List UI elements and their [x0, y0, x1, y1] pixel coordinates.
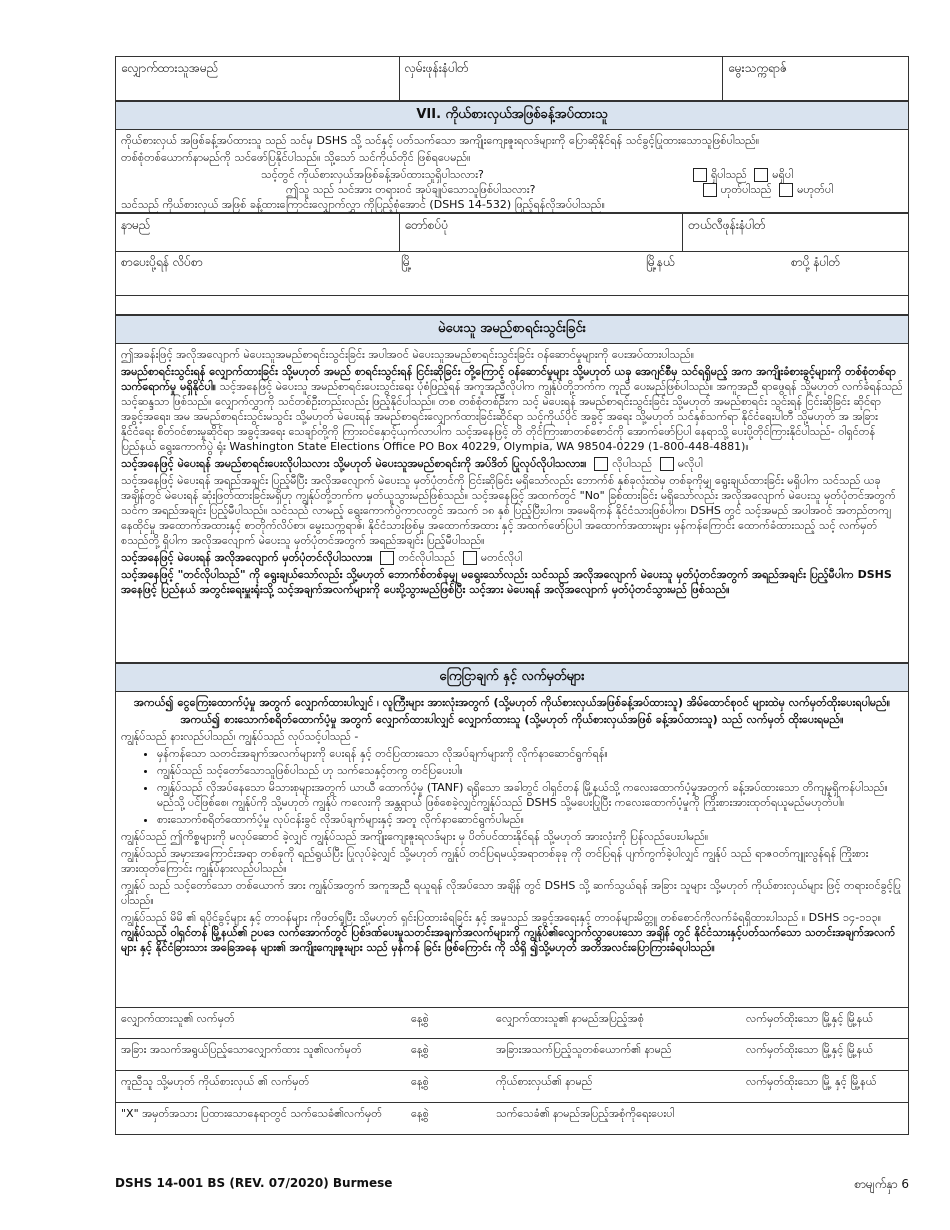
form-page — [115, 56, 909, 1135]
dob-field[interactable] — [723, 57, 909, 101]
rep-name-field[interactable] — [116, 214, 400, 252]
dob-label: မွေးသက္ကရာဇ် — [728, 61, 787, 75]
rep-address-label: စာပေးပို့ရန် လိပ်စာ — [121, 255, 203, 269]
auto-no-checkbox[interactable] — [463, 551, 477, 565]
signature-label: "X" အမှတ်အသား ပြထားသောနေရာတွင် သက်သေခံ၏လက်မှတ် — [121, 1107, 383, 1120]
rep-relation-label: တော်စပ်ပုံ — [404, 218, 449, 232]
auth-rep-form-note: သင်သည် ကိုယ်စားလှယ် အဖြစ် ခန့်ထားကြောင်းလျှောက်လွှာ ကိုပြည့်စုံအောင် (DSHS 14-532) ဖြည့်ရန်လိုအပ်ပါသည်။ — [121, 198, 605, 211]
rep-phone-label: တယ်လီဖုန်းနံပါတ် — [688, 218, 766, 232]
guardian-yes-checkbox[interactable] — [703, 183, 717, 197]
declaration-understand: ကျွန်ုပ်သည် နားလည်ပါသည်၊ ကျွန်ုပ်သည် လုပ်သင့်ပါသည် - — [121, 730, 359, 743]
declaration-heading: ကြေငြာချက် နှင့် လက်မှတ်များ — [115, 663, 909, 692]
rep-city-label: မြို့ — [401, 255, 412, 269]
rep-address-row[interactable] — [115, 252, 909, 296]
has-rep-yes-checkbox[interactable] — [693, 168, 707, 182]
voter-register-question-text: သင့်အနေဖြင့် မဲပေးရန် အမည်စာရင်းပေးလိုပါသလား သို့မဟုတ် မဲပေးသူအမည်စာရင်းကို အပ်ဒိတ် ပြုလုပ်လိုပါသလား။ — [121, 457, 587, 470]
signature-row[interactable] — [116, 1039, 908, 1071]
date-label: နေ့စွဲ — [411, 1075, 429, 1088]
rep-zip-label: စာပို့ နံပါတ် — [791, 255, 841, 269]
auto-yes-checkbox[interactable] — [380, 551, 394, 565]
date-label: နေ့စွဲ — [411, 1012, 429, 1025]
has-rep-no-label: မရှိပါ — [772, 168, 793, 181]
declaration-d4 — [121, 910, 903, 955]
guardian-yes-label: ဟုတ်ပါသည် — [720, 183, 772, 196]
printed-name-label: သက်သေခံ၏ နာမည်အပြည့်အစုံကိုရေးပေးပါ — [496, 1107, 675, 1120]
auto-no-label: မတင်လိုပါ — [480, 551, 523, 564]
auth-rep-intro — [115, 130, 909, 213]
declaration-d2: ကျွန်ုပ်သည် အမှားအကြောင်းအရာ တစ်ခုကို ရည်ရွယ်ပြီး ပြုလုပ်ခဲ့လျှင် သို့မဟုတ် ကျွန်ုပ် တင်ပြရမယ့်အရာတစ်ခုခု ကို တင်ပြရန် ပျက်ကွက်ခဲ့ပါလျှင် ကျွန်ုပ် သည် ရာဇဝတ်ကျူးလွန်ရန် ကြိုးစားအားထုတ်ကြောင်း ကျွန်ုပ်နားလည်ပါသည်။ — [121, 847, 869, 875]
printed-name-label: လျှောက်ထားသူ၏ နာမည်အပြည့်အစုံ — [496, 1012, 644, 1025]
declaration-item: • မှန်ကန်သော သတင်းအချက်အလက်များကို ပေးရန် နှင့် တင်ပြထားသော လိုအပ်ချက်များကို လိုက်နာဆောင်ရွက်ရန်။ — [157, 746, 903, 761]
auth-rep-intro-2: တစ်စုံတစ်ယောက်နာမည်ကို သင်ဖော်ပြနိုင်ပါသည်။ သို့သော် သင်ကိုယ်တိုင် ဖြစ်ရပေမည်။ — [121, 151, 471, 164]
voter-auto-question-text: သင့်အနေဖြင့် မဲပေးရန် အလိုအလျောက် မှတ်ပုံတင်လိုပါသလား။ — [121, 551, 373, 564]
signature-label: အခြား အသက်အရွယ်ပြည့်သောလျှောက်ထား သူ၏လက်မှတ် — [121, 1043, 362, 1056]
has-rep-yes-label: ရှိပါသည် — [710, 168, 747, 181]
signer-name-field[interactable] — [116, 57, 400, 101]
signature-row[interactable] — [116, 1071, 908, 1103]
date-label: နေ့စွဲ — [411, 1043, 429, 1056]
signature-row[interactable] — [116, 1103, 908, 1135]
city-state-label: လက်မှတ်ထိုးသော မြို့ နှင့် မြို့နယ် — [746, 1075, 877, 1088]
form-id: DSHS 14-001 BS (REV. 07/2020) Burmese — [115, 1176, 393, 1190]
printed-name-label: အခြားအသက်ပြည့်သူတစ်ယောက်၏ နာမည် — [496, 1043, 672, 1056]
printed-name-label: ကိုယ်စားလှယ်၏ နာမည် — [496, 1075, 593, 1088]
declaration-d4-a: ကျွန်ုပ်သည် မိမိ ၏ ရပိုင်ခွင့်များ နှင့် တာဝန်များ ကိုဖတ်ရှုပြီး သို့မဟုတ် ရှင်းပြထားခံရခြင်း နှင့် အမှုသည် အခွင့်အရေးနှင့် တာဝန်များမိတ္တူ တစ်စောင်ကိုလက်ခံရရှိထားပါသည် ။ DSHS ၁၄-၁၁၃။ — [121, 911, 882, 924]
voter-auto-question — [121, 550, 903, 565]
declaration-item: • စားသောက်စရိတ်ထောက်ပံ့မှု လုပ်ငန်းခွင် လိုအပ်ချက်များနှင့် အတူ လိုက်နာဆောင်ရွက်ပါမည်။ — [157, 812, 903, 827]
voter-body — [115, 344, 909, 663]
city-state-label: လက်မှတ်ထိုးသော မြို့နှင့် မြို့နယ် — [746, 1043, 874, 1056]
register-yes-checkbox[interactable] — [594, 457, 608, 471]
declaration-d4-b: ကျွန်ုပ်သည် ဝါရှင်တန် မြို့နယ်၏ ဥပဒေ လက်အောက်တွင် ပြစ်ဒဏ်ပေးမှုသတင်းအချက်အလက်များကို ကျွန်ုပ်၏လျှောက်လွှာပေးသော အချိန် တွင် နိုင်ငံသားနှင့်ပတ်သက်သော သတင်းအချက်အလက်များ နှင့် နိုင်ငံခြားသား အခြေအနေ များ၏ အကျိုးကျေးဇူးများ သည် မှန်ကန် ခြင်း ဖြစ်ကြောင်း ကို သိရှိ ၍သို့မဟုတ် အတိအလင်းပြောကြားခံရပါသည်။ — [121, 926, 896, 954]
declaration-d3: ကျွန်ုပ် သည် သင့်တော်သော တစ်ယောက် အား ကျွန်ုပ်အတွက် အကူအညီ ရယူရန် လိုအပ်သော အချိန် တွင် DSHS သို့ ဆက်သွယ်ရန် အခြား သူများ သို့မဟုတ် ကိုယ်စားလှယ်များ ဖြင့် တရားဝင်ခွင့်ပြုပါသည်။ — [121, 879, 902, 907]
phone-field[interactable] — [399, 57, 723, 101]
voter-p3: သင့်အနေဖြင့် မဲပေးရန် အရည်အချင်း ပြည့်မီပြီး အလိုအလျောက် မဲပေးသူ မှတ်ပုံတင်ကို ငြင်းဆိုခြင်း မရှိသော်လည်း ဘောက်စ် နှစ်ခုလုံးထဲမှ တစ်ခုကိုမျှ ရွေးချယ်ထားခြင်း မရှိပါက သင်သည် ယခုအချိန်တွင် မဲပေးရန် ဆုံးဖြတ်ထားခြင်းမရှိဟု ကျွန်ုပ်တို့ဘက်က မှတ်ယူသွားမည်ဖြစ်သည်။ သင့်အနေဖြင့် အထက်တွင် "No" ခြစ်ထားခြင်း မရှိသော်လည်း အလိုအလျောက် မဲပေးသူ မှတ်ပုံတင်အတွက် သင်က အရည်အချင်း ပြည့်မီပါသည်။ သင်သည် လာမည့် ရွေးကောက်ပွဲကာလတွင် အသက် ၁၈ နှစ် ပြည့်ပြီးပါက၊ အမေရိကန် နိုင်ငံသားဖြစ်ပါက၊ DSHS တွင် သင့်အမည် အပါအဝင် အတည်တကျနေထိုင်မှု အထောက်အထားနှင့် စာတိုက်လိပ်စာ၊ မွေးသက္ကရာဇ်၊ နိုင်ငံသားဖြစ်မှု အထောက်အထား နှင့် အထက်ဖော်ပြပါ အထောက်အထားများ မှန်ကန်ကြောင်း ထောက်ခံထားသည့် သင့် လက်မှတ် စသည်တို့ ရှိပါက အလိုအလျောက် မဲပေးသူ မှတ်ပုံတင်အတွက် အရည်အချင်း ပြည့်မီပါသည်။ — [121, 474, 896, 547]
date-label: နေ့စွဲ — [411, 1107, 429, 1120]
voter-p1: ဤအခန်းဖြင့် အလိုအလျောက် မဲပေးသူအမည်စာရင်းသွင်းခြင်း အပါအဝင် မဲပေးသူအမည်စာရင်းသွင်းခြင်း ဝန်ဆောင်မှုများကို ပေးအပ်ထားပါသည်။ — [121, 348, 695, 361]
signature-row[interactable] — [116, 1007, 908, 1039]
q-legal-guardian-text: ဤသူ သည် သင်အား တရားဝင် အုပ်ချုပ်သောသူဖြစ်ပါသလား? — [286, 183, 536, 196]
has-rep-no-checkbox[interactable] — [754, 168, 768, 182]
top-row — [115, 56, 909, 101]
declaration-food-note: အကယ်၍ စားသောက်စရိတ်ထောက်ပံ့မှု အတွက် လျှောက်ထားပါလျှင် လျှောက်ထားသူ (သို့မဟုတ် ကိုယ်စားလှယ်အဖြစ် ခန့်အပ်ထားသူ) သည် လက်မှတ် ထိုးပေးရမည်။ — [180, 713, 844, 726]
signature-label: လျှောက်ထားသူ၏ လက်မှတ် — [121, 1012, 235, 1025]
register-no-checkbox[interactable] — [660, 457, 674, 471]
guardian-no-label: မဟုတ်ပါ — [797, 183, 833, 196]
rep-phone-field[interactable] — [683, 214, 909, 252]
city-state-label: လက်မှတ်ထိုးသော မြို့နှင့် မြို့နယ် — [746, 1012, 874, 1025]
declaration-item: • ကျွန်ုပ်သည် သင့်တော်သောသူဖြစ်ပါသည် ဟု သက်သေနှင့်တကွ တင်ပြပေးပါ။ — [157, 763, 903, 778]
rep-name-label: နာမည် — [121, 218, 151, 232]
guardian-no-checkbox[interactable] — [779, 183, 793, 197]
voter-heading: မဲပေးသူ အမည်စာရင်းသွင်းခြင်း — [115, 315, 909, 344]
q-has-rep — [121, 167, 903, 182]
declaration-d1: ကျွန်ုပ်သည် ဤကိစ္စများကို မလုပ်ဆောင် ခဲ့လျှင် ကျွန်ုပ်သည် အကျိုးကျေးဇူးရလဒ်များ မှ ပိတ်ပင်ထားနိုင်ရန် သို့မဟုတ် အားလုံးကို ပြန်လည်ပေးပါမည်။ — [121, 830, 709, 843]
voter-p4: သင့်အနေဖြင့် "တင်လိုပါသည်" ကို ရွေးချယ်သော်လည်း သို့မဟုတ် ဘောက်စ်တစ်ခုမျှ မရွေးသော်လည်း သင်သည် အလိုအလျောက် မဲပေးသူ မှတ်ပုံတင်အတွက် အရည်အချင်း ပြည့်မီပါက DSHS အနေဖြင့် ပြည်နယ် အတွင်းရေးမှူးရုံးသို့ သင့်အချက်အလက်များကို ပေးပို့သွားမည်ဖြစ်ပြီး သင့်အား မဲပေးရန် အလိုအလျောက် မှတ်ပုံတင်သွားမည် ဖြစ်သည်။ — [121, 568, 892, 596]
signature-block — [115, 1007, 909, 1135]
register-yes-label: လိုပါသည် — [612, 457, 653, 470]
rep-relation-field[interactable] — [399, 214, 683, 252]
spacer-row — [115, 296, 909, 315]
voter-p2-rest: သင့်အနေဖြင့် မဲပေးသူ အမည်စာရင်းပေးသွင်းရေး ပုံစံဖြည့်ရန် အကူအညီလိုပါက ကျွန်ုပ်တို့ဘက်က ကူညီ ပေးမည်ဖြစ်ပါသည်။ အကူအညီ ရာဖွေရန် သို့မဟုတ် လက်ခံရန်သည် သင့်ဆန္ဒသာ ဖြစ်သည်။ လျှောက်လွှာကို သင်တစ်ဦးတည်းလည်း ဖြည့်နိုင်ပါသည်။ တစ တစ်စုံတစ်ဦးက သင့် မဲပေးရန် အမည်စာရင်းသွင်းခြင်း သို့မဟုတ် အမည်စာရင်း သွင်းရန် ငြင်းဆိုခြင်း ဆိုင်ရာ အခွင့်အရေး၊ အမ အမည်စာရင်းသွင်းမသွင်း သို့မဟုတ် မဲပေးရန် အမည်စာရင်းလျှောက်ထားခြင်းဆိုင်ရာ သင့်ကိုယ်ပိုင် အခွင့် အရေး သို့မဟုတ် သင်နှစ်သက်ရာ နိုင်ငံရေးပါတီ သို့မဟုတ် အ အခြား နိုင်ငံရေး စိတ်ဝင်စားမှုဆိုင်ရာ အခွင့်အရေး သေချာ်တို့ကို ကြားဝင်နှောင့်ယှက်လာပါက သင့်အနေဖြင့် တိ တိုင်ကြားစာတစ်စောင်ကို အောက်ဖော်ပြပါ နေရာသို့ ပေးပို့တိုင်ကြားနိုင်ပါသည်- ဝါရှင်တန် ပြည်နယ် ရွေးကောက်ပွဲ ရုံး Washington State Elections Office PO Box 40229, Olympia, WA 98504-0229 (1-800-448-4881)။ — [121, 380, 903, 453]
voter-p2-bold: အမည်စာရင်းသွင်းရန် လျှောက်ထားခြင်း သို့မဟုတ် အမည် စာရင်းသွင်းရန် ငြင်းဆိုခြင်း တို့ကြောင့် ဝန်ဆောင်မှုများ သို့မဟုတ် ယခု အေဂျင်စီမှ သင်ရရှိမည့် အက အကျိုးခံစားခွင့်များကို တစ်စုံတစ်ရာ သက်ရောက်မှု မရှိနိုင်ပါ။ — [121, 365, 896, 393]
declaration-body — [115, 692, 909, 1007]
auth-rep-fields — [115, 213, 909, 252]
page-number: စာမျက်နှာ 6 — [854, 1177, 909, 1191]
signer-name-label: လျှောက်ထားသူအမည် — [121, 61, 219, 75]
declaration-item: • ကျွန်ုပ်သည် လိုအပ်နေသော မိသားစုများအတွက် ယာယီ ထောက်ပံ့မှု (TANF) ရရှိသော အခါတွင် ဝါရှင်တန် မြို့နယ်သို့ ကလေးထောက်ပံ့မှုအတွက် ခန့်အပ်ထားသော တိကျမှုရှိကန်ပါသည်။ မည်သို့ ပင်ဖြစ်စေ၊ ကျွန်ုပ်ကို သို့မဟုတ် ကျွန်ုပ် ကလေးကို အန္တရာယ် ဖြစ်စေခဲ့လျှင်ကျွန်ုပ်သည် DSHS သို့မပေးပြုပြီး ကလေးထောက်ပံ့မှုကို ကြိုးစားအားထုတ်ရယူမည်မဟုတ်ပါ။ — [157, 780, 903, 810]
voter-register-question — [121, 456, 903, 471]
rep-state-label: မြို့နယ် — [646, 255, 675, 269]
register-no-label: မလိုပါ — [677, 457, 703, 470]
auth-rep-heading: VII. ကိုယ်စားလှယ်အဖြစ်ခန့်အပ်ထားသူ — [115, 101, 909, 130]
phone-label: လှမ်းဖုန်းနံပါတ် — [404, 61, 469, 75]
signature-label: ကူညီသူ သို့မဟုတ် ကိုယ်စားလှယ် ၏ လက်မှတ် — [121, 1075, 310, 1088]
declaration-list — [121, 746, 903, 827]
q-has-rep-text: သင့်တွင် ကိုယ်စားလှယ်အဖြစ်ခန့်အပ်ထားသူရှိပါသလား? — [261, 168, 484, 181]
page-footer — [115, 1176, 909, 1194]
declaration-cash-note: အကယ်၍ ငွေကြေးထောက်ပံ့မှု အတွက် လျှောက်ထားပါလျှင် ၊ လူကြီးများ အားလုံးအတွက် (သို့မဟုတ် ကိုယ်စားလှယ်အဖြစ်ခန့်အပ်ထားသူ) အိမ်ထောင်စုဝင် များထဲမှ လက်မှတ်ထိုးပေးရပါမည်။ — [133, 696, 891, 709]
q-legal-guardian — [121, 182, 903, 197]
voter-p2 — [121, 364, 903, 454]
auto-yes-label: တင်လိုပါသည် — [398, 551, 455, 564]
auth-rep-intro-1: ကိုယ်စားလှယ် အဖြစ်ခန့်အပ်ထားသူ သည် သင်မှ DSHS သို့ သင်နှင့် ပတ်သက်သော အကျိုးကျေးဇူးရလဒ်များကို ပြောဆိုနိုင်ရန် သင်ခွင့်ပြုထားသောသူဖြစ်ပါသည်။ — [121, 134, 760, 147]
